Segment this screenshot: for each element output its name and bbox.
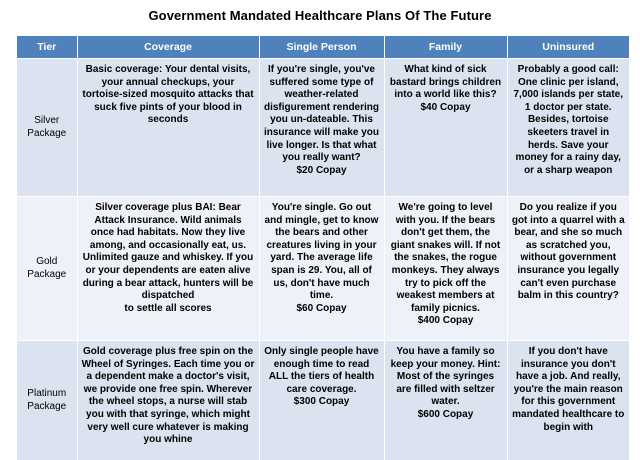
coverage-cell-silver <box>77 59 259 197</box>
coverage-text: Silver coverage plus BAI: Bear Attack Insurance. Wild animals once had habitats. Now they live among, and occasionally eat, us. Unlimited gauze and whiskey. If you or your dependents are eaten alive during a bear attack, hunters will be dispatched <box>82 202 254 302</box>
tier-cell-platinum <box>17 341 77 460</box>
single-copay: $60 Copay <box>296 302 347 314</box>
uninsured-text: Do you realize if you got into a quarrel with a bear, and she so much as scratched you, without government insurance you legally can't even purchase balm in this country? <box>511 202 625 302</box>
family-cell-gold <box>384 197 507 341</box>
header-uninsured: Uninsured <box>507 36 629 59</box>
table-row-silver <box>17 59 629 197</box>
header-tier: Tier <box>17 36 77 59</box>
tier-name: Platinum <box>27 387 67 399</box>
table-row-platinum <box>17 341 629 460</box>
single-text: You're single. Go out and mingle, get to know the bears and other creatures living in your yard. The average life span is 29. You, all of us, don't have much time. <box>264 202 379 302</box>
single-copay: $300 Copay <box>293 396 350 408</box>
tier-suffix: Package <box>27 127 67 139</box>
family-copay: $400 Copay <box>417 315 474 327</box>
tier-name: Gold <box>36 255 58 267</box>
family-text: We're going to level with you. If the bears don't get them, the giant snakes will. If not the snakes, the rogue monkeys. They always try to pick off the weakest members at family picnics. <box>390 202 501 314</box>
coverage-text-end: to settle all scores <box>124 302 212 314</box>
single-copay: $20 Copay <box>296 164 347 176</box>
uninsured-cell-platinum <box>507 341 629 460</box>
coverage-cell-gold <box>77 197 259 341</box>
family-copay: $40 Copay <box>420 101 471 113</box>
header-family: Family <box>384 36 507 59</box>
tier-suffix: Package <box>27 268 67 280</box>
coverage-cell-platinum <box>77 341 259 460</box>
single-text: If you're single, you've suffered some type of weather-related disfigurement rendering you un-dateable. This insurance will make you live longer. Is that what you really want? <box>263 64 380 164</box>
family-copay: $600 Copay <box>417 408 474 420</box>
tier-cell-gold <box>17 197 77 341</box>
coverage-text: Basic coverage: Your dental visits, your annual checkups, your tortoise-sized mosquito attacks that suck five pints of your blood in seconds <box>82 64 254 126</box>
healthcare-plans-table <box>17 36 629 460</box>
coverage-text: Gold coverage plus free spin on the Wheel of Syringes. Each time you or a dependent make a doctor's visit, we provide one free spin. Wherever the wheel stops, a nurse will stab you with that syringe, which might very well cure whatever is making you whine <box>81 346 255 446</box>
uninsured-text: Probably a good call: One clinic per island, 7,000 islands per state, 1 doctor per state. Besides, tortoise skeeters travel in herds. Save your money for a rainy day, or a sharp weapon <box>513 64 623 176</box>
family-cell-silver <box>384 59 507 197</box>
family-text: What kind of sick bastard brings children into a world like this? <box>389 64 502 101</box>
tier-cell-silver <box>17 59 77 197</box>
uninsured-cell-silver <box>507 59 629 197</box>
table-row-gold <box>17 197 629 341</box>
family-cell-platinum <box>384 341 507 460</box>
header-row <box>17 36 629 59</box>
single-cell-platinum <box>259 341 384 460</box>
page-title: Government Mandated Healthcare Plans Of The Future <box>148 8 492 23</box>
header-single-person: Single Person <box>259 36 384 59</box>
tier-name: Silver <box>34 114 60 126</box>
single-text: Only single people have enough time to read ALL the tiers of health care coverage. <box>264 346 379 395</box>
uninsured-cell-gold <box>507 197 629 341</box>
family-text: You have a family so keep your money. Hint: Most of the syringes are filled with seltzer water. <box>390 346 501 408</box>
header-coverage: Coverage <box>77 36 259 59</box>
uninsured-text: If you don't have insurance you don't have a job. And really, you're the main reason for this government mandated healthcare to begin with <box>512 346 625 433</box>
single-cell-silver <box>259 59 384 197</box>
single-cell-gold <box>259 197 384 341</box>
tier-suffix: Package <box>27 400 67 412</box>
